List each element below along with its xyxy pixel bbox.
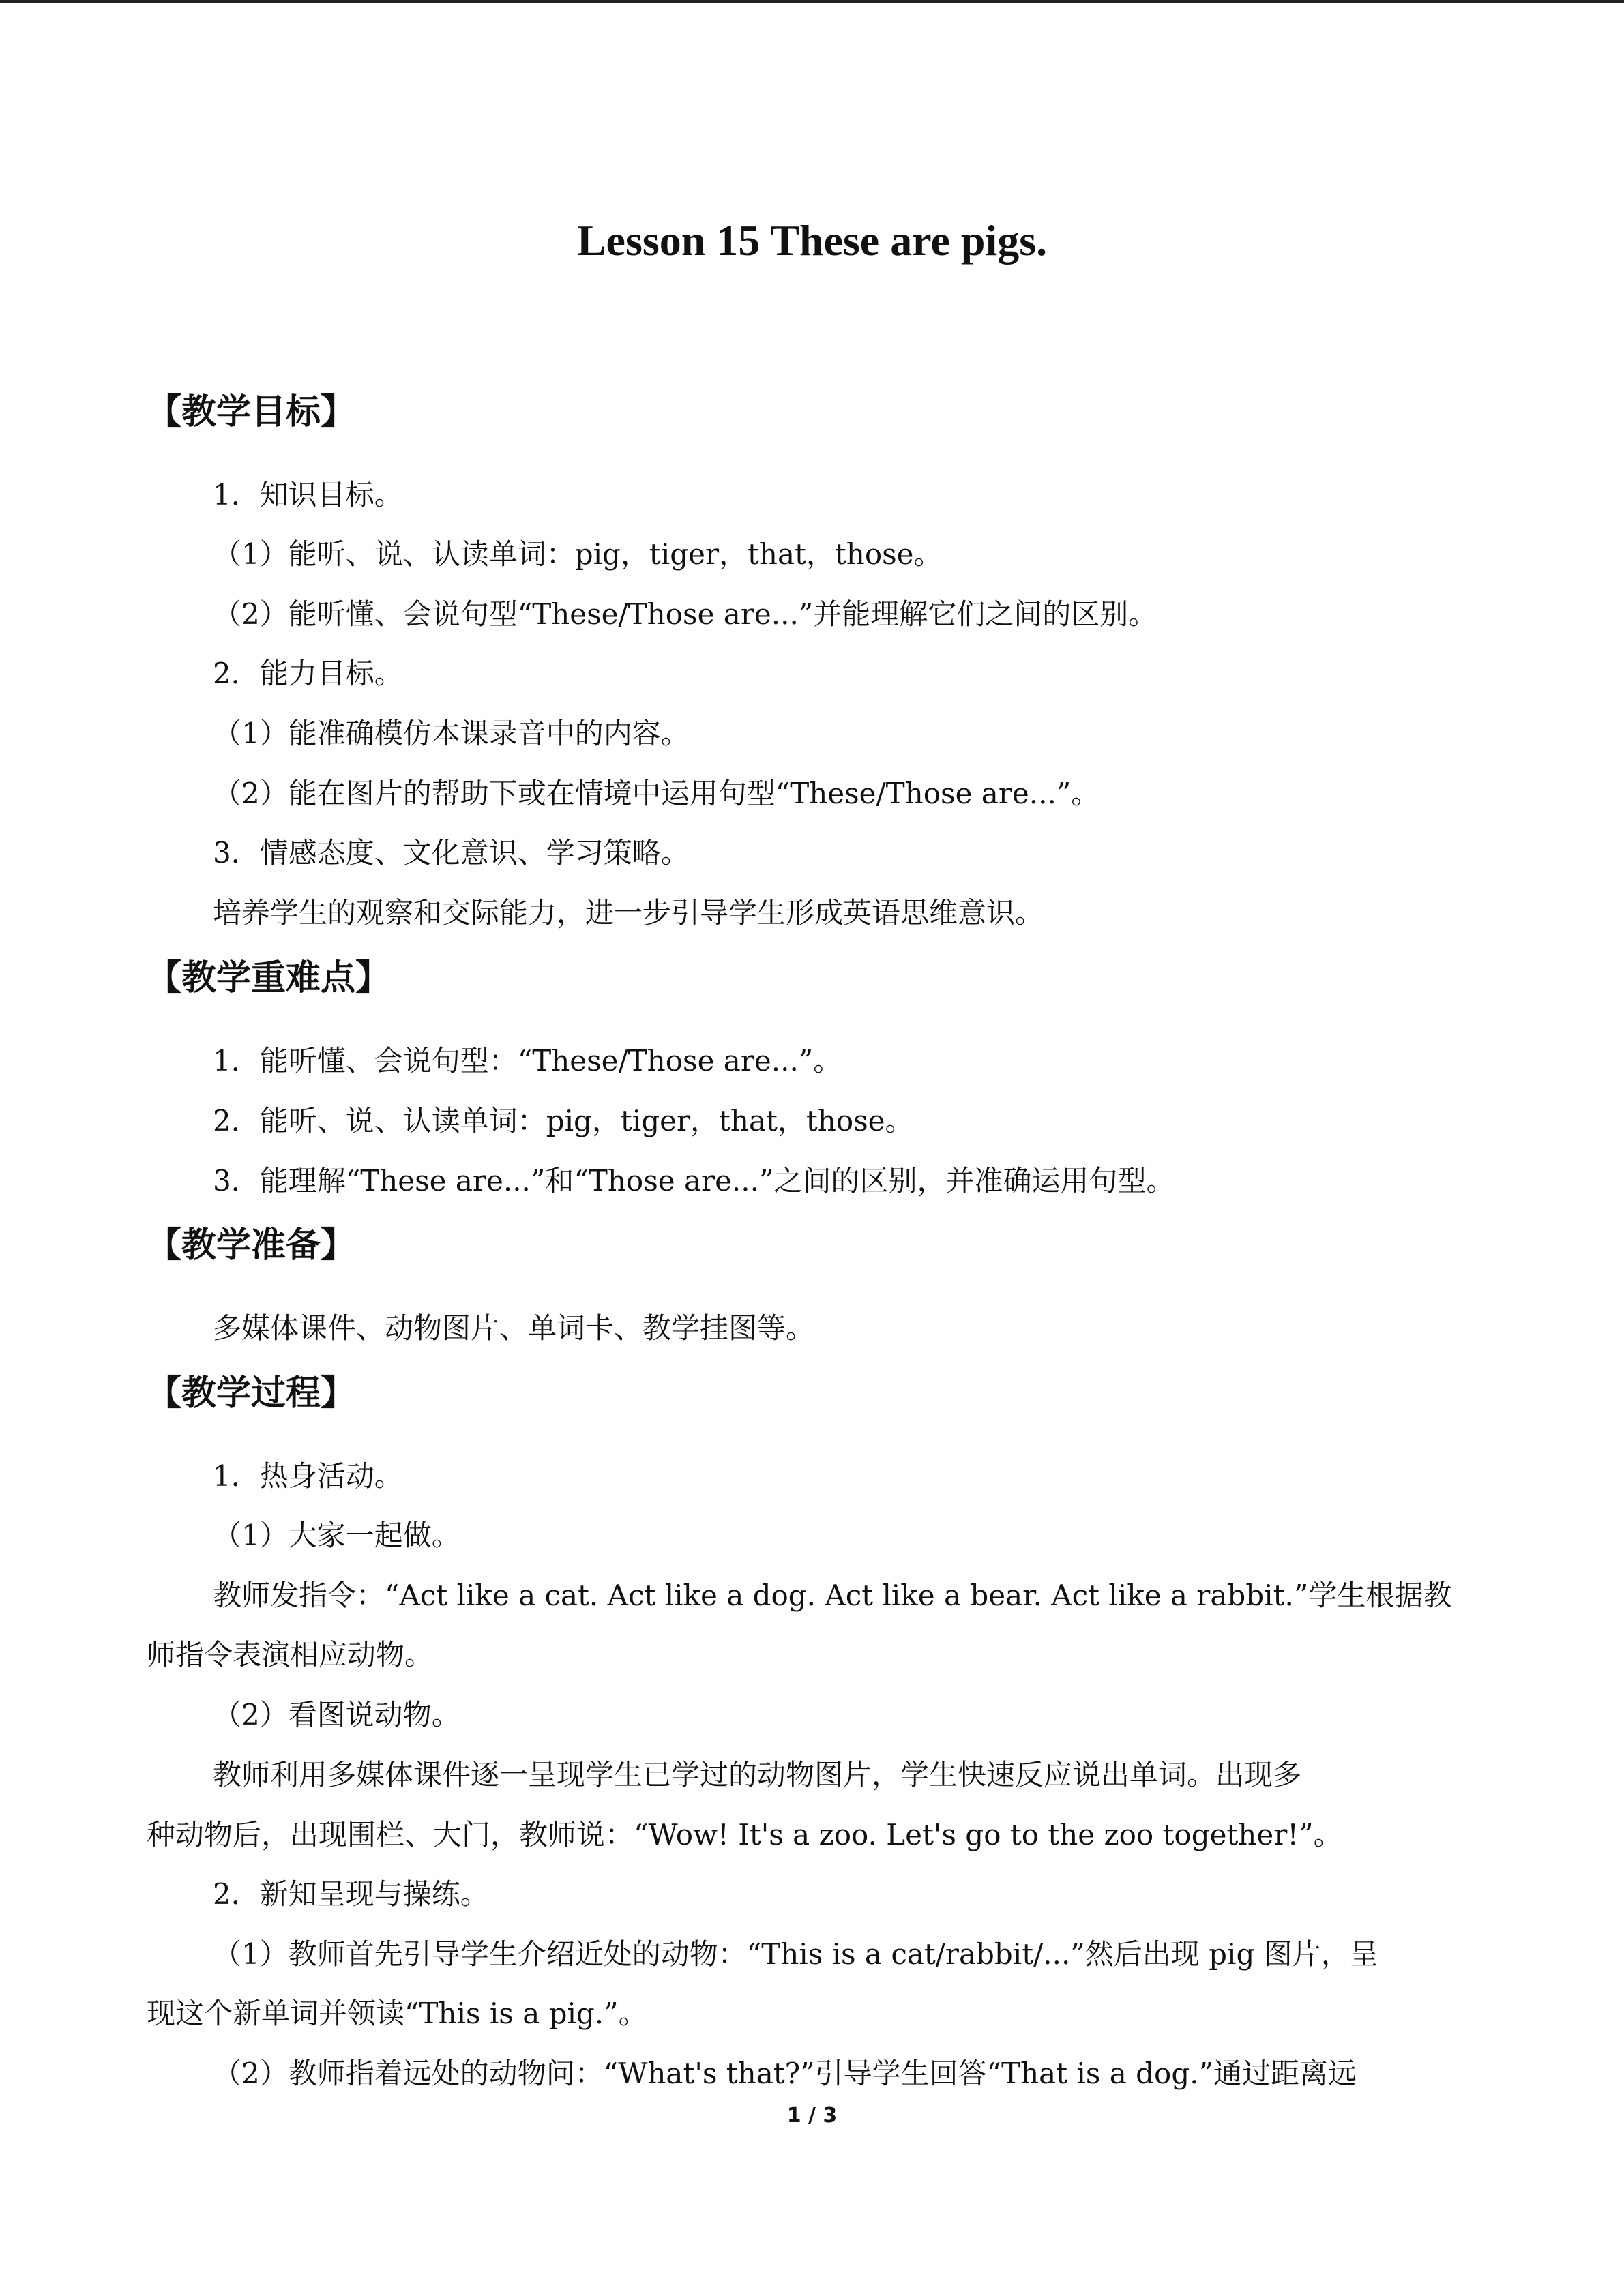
process-line: 种动物后，出现围栏、大门，教师说：“Wow! It's a zoo. Let's go to the zoo together!”。 bbox=[147, 1818, 1342, 1851]
section-heading-key-points: 【教学重难点】 bbox=[147, 958, 391, 998]
process-line: （2）看图说动物。 bbox=[213, 1698, 460, 1731]
objectives-line: （2）能在图片的帮助下或在情境中运用句型“These/Those are...”。 bbox=[213, 777, 1100, 810]
process-line: （2）教师指着远处的动物问：“What's that?”引导学生回答“That is a dog.”通过距离远 bbox=[213, 2057, 1357, 2090]
page-number: 1 / 3 bbox=[786, 2104, 838, 2128]
objectives-line: （1）能听、说、认读单词：pig，tiger，that，those。 bbox=[213, 537, 943, 571]
objectives-line: 2．能力目标。 bbox=[213, 657, 403, 690]
process-line: （1）大家一起做。 bbox=[213, 1519, 460, 1552]
process-line: 教师利用多媒体课件逐一呈现学生已学过的动物图片，学生快速反应说出单词。出现多 bbox=[213, 1758, 1302, 1791]
section-heading-process: 【教学过程】 bbox=[147, 1373, 356, 1414]
process-line: 2．新知呈现与操练。 bbox=[213, 1877, 489, 1911]
top-border-rule bbox=[0, 0, 1624, 3]
process-line: 教师发指令：“Act like a cat. Act like a dog. Act like a bear. Act like a rabbit.”学生根据教 bbox=[213, 1579, 1452, 1612]
key-points-line: 2．能听、说、认读单词：pig，tiger，that，those。 bbox=[213, 1104, 914, 1137]
section-heading-preparation: 【教学准备】 bbox=[147, 1225, 356, 1266]
process-line: （1）教师首先引导学生介绍近处的动物：“This is a cat/rabbit/...”然后出现 pig 图片，呈 bbox=[213, 1937, 1378, 1971]
preparation-line: 多媒体课件、动物图片、单词卡、教学挂图等。 bbox=[213, 1311, 815, 1345]
page-title: Lesson 15 These are pigs. bbox=[576, 216, 1048, 265]
key-points-line: 1．能听懂、会说句型：“These/Those are...”。 bbox=[213, 1044, 842, 1077]
process-line: 现这个新单词并领读“This is a pig.”。 bbox=[147, 1997, 647, 2030]
key-points-line: 3．能理解“These are...”和“Those are...”之间的区别，并准确运用句型。 bbox=[213, 1164, 1175, 1197]
objectives-line: （1）能准确模仿本课录音中的内容。 bbox=[213, 717, 690, 750]
process-line: 师指令表演相应动物。 bbox=[147, 1638, 434, 1671]
section-heading-objectives: 【教学目标】 bbox=[147, 392, 356, 432]
objectives-line: （2）能听懂、会说句型“These/Those are...”并能理解它们之间的区别。 bbox=[213, 597, 1157, 631]
process-line: 1．热身活动。 bbox=[213, 1459, 403, 1493]
objectives-line: 3．情感态度、文化意识、学习策略。 bbox=[213, 836, 690, 869]
objectives-line: 1．知识目标。 bbox=[213, 478, 403, 511]
objectives-line: 培养学生的观察和交际能力，进一步引导学生形成英语思维意识。 bbox=[213, 896, 1044, 929]
